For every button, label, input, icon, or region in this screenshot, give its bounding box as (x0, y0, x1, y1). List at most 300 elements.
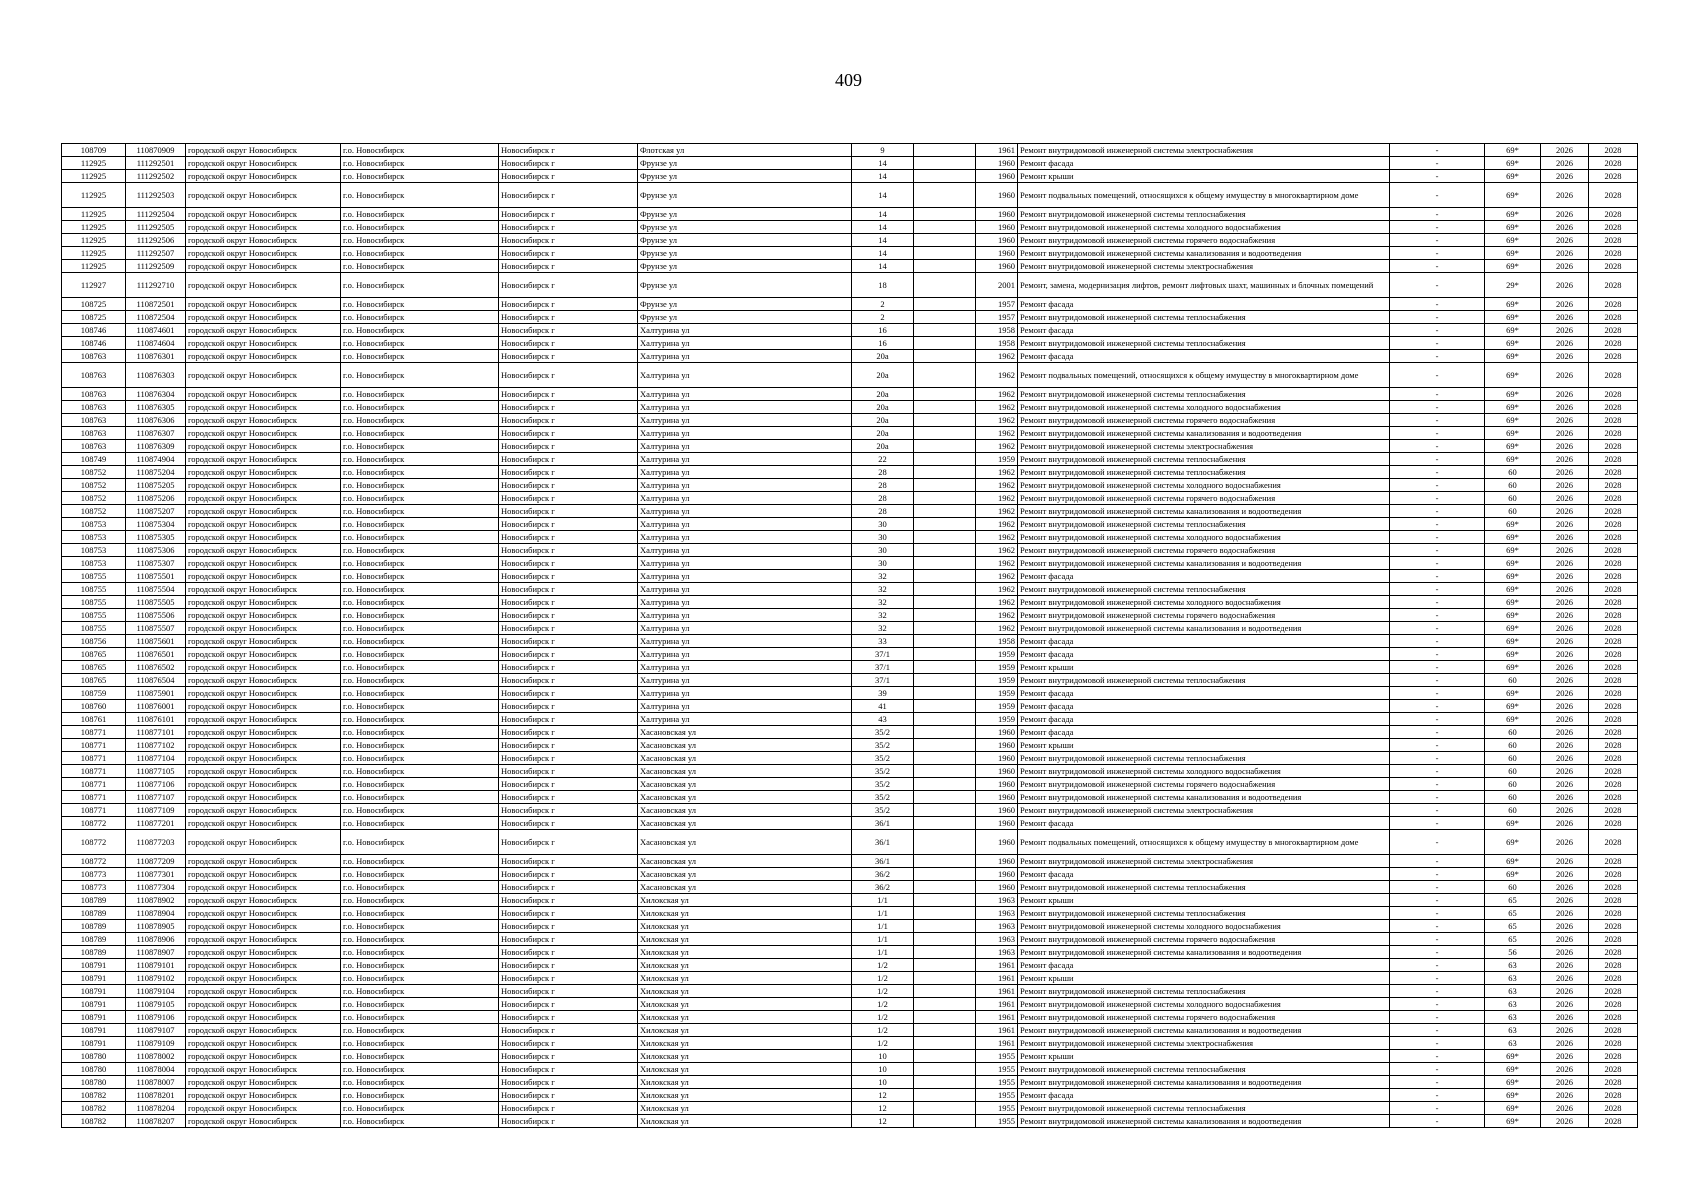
build-year: 1960 (976, 881, 1018, 894)
dash-cell: - (1390, 247, 1485, 260)
street: Хасановская ул (638, 855, 852, 868)
building-empty (914, 1076, 976, 1089)
wear-percent: 60 (1485, 752, 1541, 765)
work-id: 110877301 (126, 868, 186, 881)
build-year: 1957 (976, 311, 1018, 324)
locality: Новосибирск г (499, 221, 638, 234)
house-id: 112925 (62, 221, 126, 234)
work-type: Ремонт крыши (1018, 894, 1390, 907)
work-id: 110876504 (126, 674, 186, 687)
district: г.о. Новосибирск (341, 635, 499, 648)
work-id: 111292509 (126, 260, 186, 273)
year-start: 2026 (1541, 221, 1589, 234)
district: г.о. Новосибирск (341, 298, 499, 311)
year-start: 2026 (1541, 544, 1589, 557)
locality: Новосибирск г (499, 557, 638, 570)
locality: Новосибирск г (499, 635, 638, 648)
wear-percent: 60 (1485, 492, 1541, 505)
building-empty (914, 505, 976, 518)
street: Халтурина ул (638, 466, 852, 479)
table-row (62, 830, 1638, 855)
year-end: 2028 (1589, 440, 1638, 453)
wear-percent: 69* (1485, 247, 1541, 260)
locality: Новосибирск г (499, 505, 638, 518)
wear-percent: 65 (1485, 920, 1541, 933)
street: Халтурина ул (638, 596, 852, 609)
year-end: 2028 (1589, 401, 1638, 414)
locality: Новосибирск г (499, 881, 638, 894)
dash-cell: - (1390, 985, 1485, 998)
work-type: Ремонт внутридомовой инженерной системы горячего водоснабжения (1018, 609, 1390, 622)
house-number: 1/2 (852, 972, 914, 985)
year-start: 2026 (1541, 144, 1589, 157)
work-id: 110876001 (126, 700, 186, 713)
building-empty (914, 170, 976, 183)
build-year: 1960 (976, 765, 1018, 778)
build-year: 1959 (976, 687, 1018, 700)
work-type: Ремонт внутридомовой инженерной системы канализования и водоотведения (1018, 505, 1390, 518)
year-end: 2028 (1589, 700, 1638, 713)
dash-cell: - (1390, 363, 1485, 388)
year-start: 2026 (1541, 401, 1589, 414)
work-type: Ремонт внутридомовой инженерной системы канализования и водоотведения (1018, 1076, 1390, 1089)
table-row (62, 247, 1638, 260)
building-empty (914, 739, 976, 752)
house-number: 36/1 (852, 855, 914, 868)
locality: Новосибирск г (499, 260, 638, 273)
municipality: городской округ Новосибирск (186, 778, 341, 791)
house-id: 108763 (62, 388, 126, 401)
house-id: 108752 (62, 492, 126, 505)
wear-percent: 69* (1485, 1050, 1541, 1063)
year-end: 2028 (1589, 804, 1638, 817)
locality: Новосибирск г (499, 1011, 638, 1024)
build-year: 1955 (976, 1050, 1018, 1063)
municipality: городской округ Новосибирск (186, 144, 341, 157)
wear-percent: 60 (1485, 765, 1541, 778)
table-row (62, 570, 1638, 583)
dash-cell: - (1390, 544, 1485, 557)
table-row (62, 1050, 1638, 1063)
municipality: городской округ Новосибирск (186, 674, 341, 687)
page-number: 409 (835, 70, 862, 90)
work-id: 110877107 (126, 791, 186, 804)
wear-percent: 69* (1485, 609, 1541, 622)
house-number: 41 (852, 700, 914, 713)
work-type: Ремонт фасада (1018, 350, 1390, 363)
build-year: 1959 (976, 700, 1018, 713)
municipality: городской округ Новосибирск (186, 157, 341, 170)
work-type: Ремонт внутридомовой инженерной системы горячего водоснабжения (1018, 492, 1390, 505)
house-number: 35/2 (852, 752, 914, 765)
locality: Новосибирск г (499, 1050, 638, 1063)
locality: Новосибирск г (499, 752, 638, 765)
district: г.о. Новосибирск (341, 414, 499, 427)
street: Халтурина ул (638, 687, 852, 700)
house-number: 30 (852, 557, 914, 570)
work-type: Ремонт подвальных помещений, относящихся к общему имуществу в многоквартирном доме (1018, 363, 1390, 388)
build-year: 1961 (976, 1011, 1018, 1024)
house-id: 108780 (62, 1076, 126, 1089)
dash-cell: - (1390, 1037, 1485, 1050)
table-row (62, 1089, 1638, 1102)
work-id: 110878004 (126, 1063, 186, 1076)
wear-percent: 69* (1485, 830, 1541, 855)
year-end: 2028 (1589, 1115, 1638, 1128)
table-row (62, 324, 1638, 337)
house-id: 108759 (62, 687, 126, 700)
locality: Новосибирск г (499, 544, 638, 557)
house-id: 108752 (62, 505, 126, 518)
house-number: 35/2 (852, 726, 914, 739)
municipality: городской округ Новосибирск (186, 492, 341, 505)
work-id: 110877203 (126, 830, 186, 855)
year-start: 2026 (1541, 726, 1589, 739)
house-id: 108753 (62, 531, 126, 544)
street: Фрунзе ул (638, 183, 852, 208)
street: Фрунзе ул (638, 234, 852, 247)
building-empty (914, 260, 976, 273)
build-year: 1962 (976, 505, 1018, 518)
work-id: 110875305 (126, 531, 186, 544)
street: Халтурина ул (638, 674, 852, 687)
build-year: 1960 (976, 855, 1018, 868)
year-start: 2026 (1541, 985, 1589, 998)
building-empty (914, 972, 976, 985)
year-end: 2028 (1589, 648, 1638, 661)
wear-percent: 69* (1485, 855, 1541, 868)
work-type: Ремонт фасада (1018, 726, 1390, 739)
street: Хилокская ул (638, 1037, 852, 1050)
work-type: Ремонт внутридомовой инженерной системы электроснабжения (1018, 144, 1390, 157)
dash-cell: - (1390, 1011, 1485, 1024)
work-type: Ремонт фасада (1018, 868, 1390, 881)
district: г.о. Новосибирск (341, 778, 499, 791)
work-id: 110878902 (126, 894, 186, 907)
house-number: 32 (852, 596, 914, 609)
municipality: городской округ Новосибирск (186, 830, 341, 855)
dash-cell: - (1390, 570, 1485, 583)
district: г.о. Новосибирск (341, 765, 499, 778)
work-type: Ремонт внутридомовой инженерной системы теплоснабжения (1018, 881, 1390, 894)
house-id: 112925 (62, 208, 126, 221)
locality: Новосибирск г (499, 298, 638, 311)
street: Халтурина ул (638, 570, 852, 583)
dash-cell: - (1390, 531, 1485, 544)
build-year: 1959 (976, 648, 1018, 661)
year-start: 2026 (1541, 1011, 1589, 1024)
work-id: 110876301 (126, 350, 186, 363)
wear-percent: 69* (1485, 401, 1541, 414)
house-number: 14 (852, 234, 914, 247)
wear-percent: 60 (1485, 739, 1541, 752)
year-start: 2026 (1541, 596, 1589, 609)
municipality: городской округ Новосибирск (186, 791, 341, 804)
year-end: 2028 (1589, 544, 1638, 557)
dash-cell: - (1390, 855, 1485, 868)
house-number: 36/1 (852, 817, 914, 830)
year-start: 2026 (1541, 959, 1589, 972)
district: г.о. Новосибирск (341, 661, 499, 674)
dash-cell: - (1390, 622, 1485, 635)
table-row (62, 311, 1638, 324)
municipality: городской округ Новосибирск (186, 920, 341, 933)
table-row (62, 1037, 1638, 1050)
table-row (62, 144, 1638, 157)
work-type: Ремонт внутридомовой инженерной системы теплоснабжения (1018, 907, 1390, 920)
year-start: 2026 (1541, 933, 1589, 946)
street: Хилокская ул (638, 972, 852, 985)
house-number: 14 (852, 260, 914, 273)
work-type: Ремонт внутридомовой инженерной системы теплоснабжения (1018, 985, 1390, 998)
year-start: 2026 (1541, 804, 1589, 817)
year-start: 2026 (1541, 1050, 1589, 1063)
district: г.о. Новосибирск (341, 804, 499, 817)
district: г.о. Новосибирск (341, 700, 499, 713)
year-start: 2026 (1541, 324, 1589, 337)
work-type: Ремонт внутридомовой инженерной системы канализования и водоотведения (1018, 427, 1390, 440)
table-row (62, 260, 1638, 273)
dash-cell: - (1390, 596, 1485, 609)
year-end: 2028 (1589, 674, 1638, 687)
work-type: Ремонт внутридомовой инженерной системы холодного водоснабжения (1018, 401, 1390, 414)
house-number: 20а (852, 388, 914, 401)
table-row (62, 208, 1638, 221)
year-start: 2026 (1541, 363, 1589, 388)
house-number: 14 (852, 208, 914, 221)
year-start: 2026 (1541, 881, 1589, 894)
table-row (62, 518, 1638, 531)
house-id: 108772 (62, 855, 126, 868)
house-number: 22 (852, 453, 914, 466)
house-number: 39 (852, 687, 914, 700)
work-id: 110879109 (126, 1037, 186, 1050)
year-start: 2026 (1541, 739, 1589, 752)
dash-cell: - (1390, 1115, 1485, 1128)
district: г.о. Новосибирск (341, 946, 499, 959)
dash-cell: - (1390, 208, 1485, 221)
municipality: городской округ Новосибирск (186, 1102, 341, 1115)
building-empty (914, 635, 976, 648)
municipality: городской округ Новосибирск (186, 311, 341, 324)
year-start: 2026 (1541, 920, 1589, 933)
wear-percent: 56 (1485, 946, 1541, 959)
house-number: 33 (852, 635, 914, 648)
house-id: 108773 (62, 881, 126, 894)
building-empty (914, 830, 976, 855)
municipality: городской округ Новосибирск (186, 700, 341, 713)
work-type: Ремонт крыши (1018, 661, 1390, 674)
work-id: 110875207 (126, 505, 186, 518)
building-empty (914, 752, 976, 765)
year-end: 2028 (1589, 363, 1638, 388)
street: Флотская ул (638, 144, 852, 157)
work-id: 110878904 (126, 907, 186, 920)
dash-cell: - (1390, 479, 1485, 492)
year-start: 2026 (1541, 208, 1589, 221)
street: Халтурина ул (638, 350, 852, 363)
year-end: 2028 (1589, 778, 1638, 791)
house-number: 14 (852, 221, 914, 234)
year-end: 2028 (1589, 687, 1638, 700)
year-end: 2028 (1589, 661, 1638, 674)
house-id: 108789 (62, 894, 126, 907)
work-type: Ремонт фасада (1018, 157, 1390, 170)
dash-cell: - (1390, 868, 1485, 881)
build-year: 1962 (976, 363, 1018, 388)
municipality: городской округ Новосибирск (186, 868, 341, 881)
municipality: городской округ Новосибирск (186, 596, 341, 609)
wear-percent: 69* (1485, 622, 1541, 635)
wear-percent: 60 (1485, 466, 1541, 479)
build-year: 1960 (976, 817, 1018, 830)
table-row (62, 972, 1638, 985)
district: г.о. Новосибирск (341, 752, 499, 765)
year-end: 2028 (1589, 479, 1638, 492)
table-row (62, 388, 1638, 401)
street: Халтурина ул (638, 479, 852, 492)
wear-percent: 69* (1485, 350, 1541, 363)
dash-cell: - (1390, 648, 1485, 661)
street: Хасановская ул (638, 765, 852, 778)
work-id: 111292503 (126, 183, 186, 208)
district: г.о. Новосибирск (341, 183, 499, 208)
municipality: городской округ Новосибирск (186, 221, 341, 234)
street: Халтурина ул (638, 713, 852, 726)
street: Халтурина ул (638, 622, 852, 635)
street: Халтурина ул (638, 388, 852, 401)
year-start: 2026 (1541, 570, 1589, 583)
wear-percent: 69* (1485, 687, 1541, 700)
build-year: 1959 (976, 674, 1018, 687)
house-number: 36/2 (852, 868, 914, 881)
build-year: 1961 (976, 1024, 1018, 1037)
table-row (62, 868, 1638, 881)
work-id: 110877105 (126, 765, 186, 778)
street: Хасановская ул (638, 726, 852, 739)
district: г.о. Новосибирск (341, 855, 499, 868)
year-start: 2026 (1541, 298, 1589, 311)
year-end: 2028 (1589, 959, 1638, 972)
street: Халтурина ул (638, 414, 852, 427)
dash-cell: - (1390, 881, 1485, 894)
municipality: городской округ Новосибирск (186, 440, 341, 453)
year-start: 2026 (1541, 752, 1589, 765)
house-id: 108773 (62, 868, 126, 881)
house-id: 108763 (62, 427, 126, 440)
house-id: 108791 (62, 1011, 126, 1024)
wear-percent: 69* (1485, 1089, 1541, 1102)
street: Халтурина ул (638, 440, 852, 453)
year-start: 2026 (1541, 1024, 1589, 1037)
house-number: 2 (852, 311, 914, 324)
street: Халтурина ул (638, 427, 852, 440)
dash-cell: - (1390, 635, 1485, 648)
build-year: 1960 (976, 804, 1018, 817)
street: Халтурина ул (638, 557, 852, 570)
locality: Новосибирск г (499, 518, 638, 531)
street: Хилокская ул (638, 1024, 852, 1037)
dash-cell: - (1390, 350, 1485, 363)
work-type: Ремонт фасада (1018, 635, 1390, 648)
district: г.о. Новосибирск (341, 1063, 499, 1076)
street: Хасановская ул (638, 778, 852, 791)
table-row (62, 1063, 1638, 1076)
year-end: 2028 (1589, 170, 1638, 183)
municipality: городской округ Новосибирск (186, 324, 341, 337)
municipality: городской округ Новосибирск (186, 479, 341, 492)
year-end: 2028 (1589, 324, 1638, 337)
dash-cell: - (1390, 221, 1485, 234)
year-end: 2028 (1589, 466, 1638, 479)
table-row (62, 583, 1638, 596)
house-id: 108709 (62, 144, 126, 157)
work-id: 110876502 (126, 661, 186, 674)
year-end: 2028 (1589, 157, 1638, 170)
house-id: 112925 (62, 260, 126, 273)
work-id: 110879106 (126, 1011, 186, 1024)
work-type: Ремонт внутридомовой инженерной системы горячего водоснабжения (1018, 544, 1390, 557)
dash-cell: - (1390, 505, 1485, 518)
district: г.о. Новосибирск (341, 1115, 499, 1128)
municipality: городской округ Новосибирск (186, 337, 341, 350)
year-start: 2026 (1541, 946, 1589, 959)
district: г.о. Новосибирск (341, 1024, 499, 1037)
table-row (62, 350, 1638, 363)
work-id: 110872504 (126, 311, 186, 324)
house-number: 1/2 (852, 1011, 914, 1024)
house-id: 108725 (62, 311, 126, 324)
house-id: 108772 (62, 817, 126, 830)
year-start: 2026 (1541, 157, 1589, 170)
wear-percent: 63 (1485, 1024, 1541, 1037)
table-row (62, 221, 1638, 234)
house-id: 108789 (62, 946, 126, 959)
wear-percent: 65 (1485, 907, 1541, 920)
street: Халтурина ул (638, 661, 852, 674)
district: г.о. Новосибирск (341, 170, 499, 183)
municipality: городской округ Новосибирск (186, 414, 341, 427)
dash-cell: - (1390, 583, 1485, 596)
district: г.о. Новосибирск (341, 144, 499, 157)
dash-cell: - (1390, 1050, 1485, 1063)
house-id: 108753 (62, 518, 126, 531)
street: Халтурина ул (638, 648, 852, 661)
house-number: 32 (852, 622, 914, 635)
building-empty (914, 855, 976, 868)
table-row (62, 427, 1638, 440)
locality: Новосибирск г (499, 596, 638, 609)
house-number: 32 (852, 570, 914, 583)
work-id: 110876501 (126, 648, 186, 661)
municipality: городской округ Новосибирск (186, 388, 341, 401)
wear-percent: 69* (1485, 700, 1541, 713)
dash-cell: - (1390, 752, 1485, 765)
district: г.о. Новосибирск (341, 959, 499, 972)
building-empty (914, 518, 976, 531)
district: г.о. Новосибирск (341, 674, 499, 687)
house-number: 14 (852, 247, 914, 260)
year-end: 2028 (1589, 1089, 1638, 1102)
street: Фрунзе ул (638, 221, 852, 234)
house-number: 37/1 (852, 661, 914, 674)
work-id: 110877209 (126, 855, 186, 868)
building-empty (914, 208, 976, 221)
locality: Новосибирск г (499, 1024, 638, 1037)
build-year: 1961 (976, 144, 1018, 157)
work-id: 110875506 (126, 609, 186, 622)
year-end: 2028 (1589, 920, 1638, 933)
